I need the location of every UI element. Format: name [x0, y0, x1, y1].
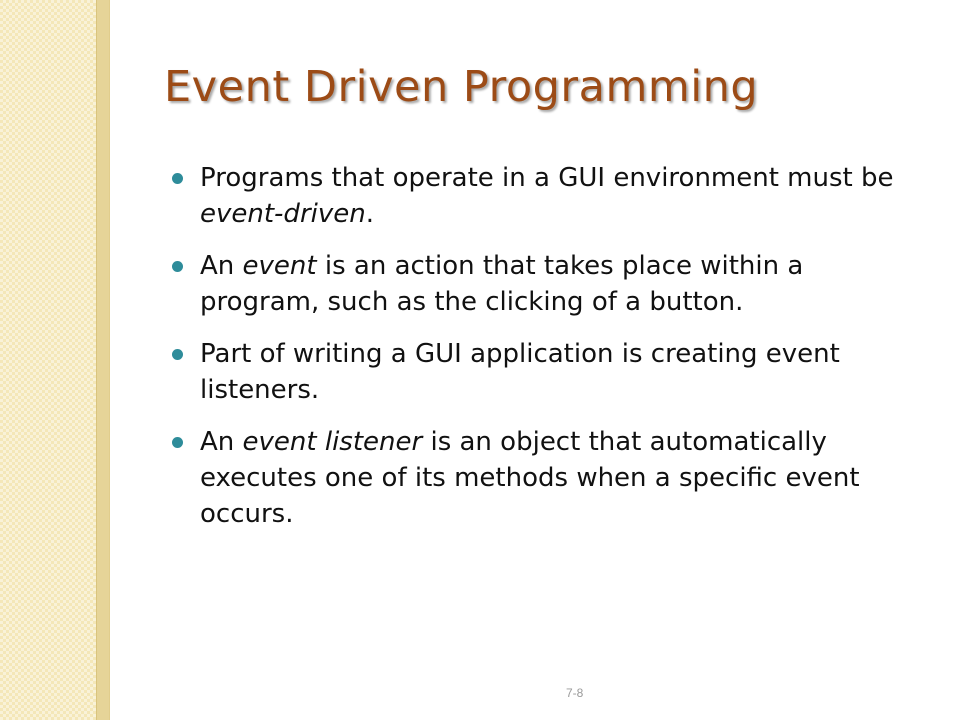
side-decorative-band — [0, 0, 96, 720]
bullet-text: is an object that automatically executes one of its methods when a specific event occurs. — [200, 427, 860, 529]
bullet-item — [172, 248, 912, 320]
bullet-emphasis: event listener — [242, 427, 423, 457]
bullet-dot-icon — [172, 173, 183, 184]
bullet-dot-icon — [172, 437, 183, 448]
bullet-emphasis: event-driven — [200, 199, 366, 229]
bullet-item — [172, 424, 912, 532]
bullet-text: . — [365, 199, 374, 229]
bullet-text: Programs that operate in a GUI environment must be — [200, 163, 894, 193]
bullet-emphasis: event — [242, 251, 317, 281]
bullet-dot-icon — [172, 261, 183, 272]
bullet-list — [172, 160, 912, 548]
bullet-text: is an action that takes place within a program, such as the clicking of a button. — [200, 251, 804, 317]
bullet-text: Part of writing a GUI application is creating event listeners. — [200, 339, 840, 405]
bullet-dot-icon — [172, 349, 183, 360]
bullet-item — [172, 160, 912, 232]
bullet-text: An — [200, 427, 243, 457]
slide-title: Event Driven Programming — [164, 62, 759, 112]
bullet-text: An — [200, 251, 243, 281]
bullet-item — [172, 336, 912, 408]
side-divider — [96, 0, 110, 720]
slide-number: 7-8 — [566, 686, 584, 700]
